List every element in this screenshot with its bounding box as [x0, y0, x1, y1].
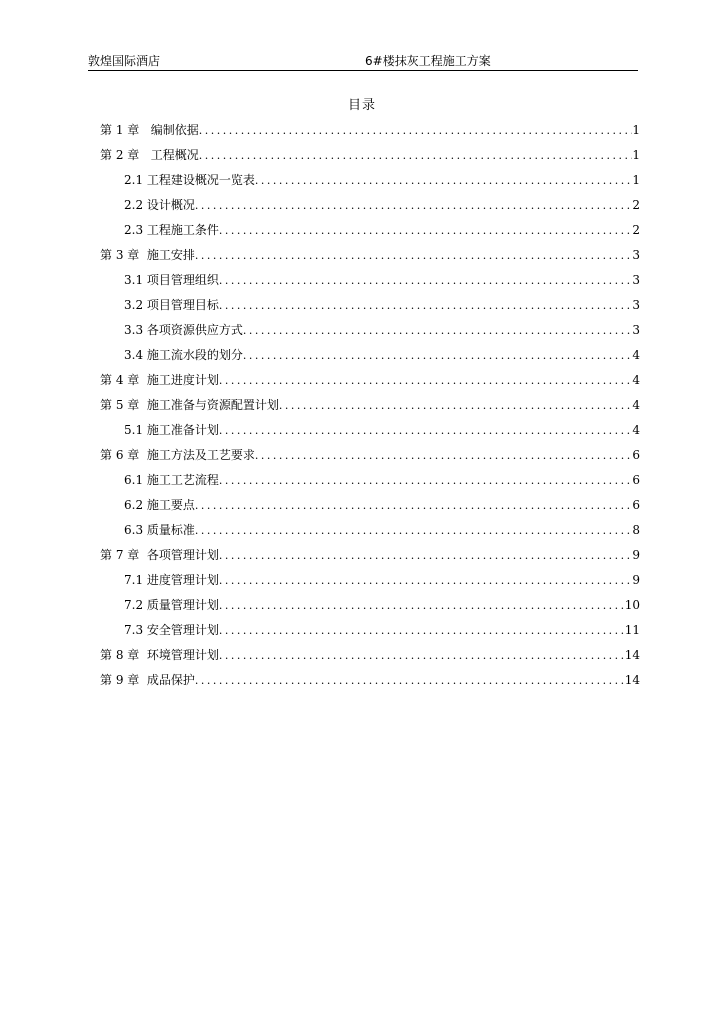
- table-of-contents: [100, 118, 640, 693]
- toc-entry-page-number: 3: [632, 323, 640, 337]
- toc-entry[interactable]: [100, 168, 640, 193]
- toc-dot-leader: [219, 218, 632, 243]
- toc-dot-leader: [195, 193, 632, 218]
- toc-entry-label: 第 8 章 环境管理计划: [100, 648, 219, 662]
- toc-entry-label: 2.2 设计概况: [124, 198, 195, 212]
- toc-entry-label: 7.2 质量管理计划: [124, 598, 219, 612]
- toc-entry-label: 6.2 施工要点: [124, 498, 195, 512]
- toc-entry-page-number: 3: [632, 248, 640, 262]
- toc-entry-page-number: 4: [632, 398, 640, 412]
- toc-dot-leader: [219, 568, 632, 593]
- toc-entry-page-number: 6: [632, 498, 640, 512]
- toc-dot-leader: [255, 168, 632, 193]
- toc-dot-leader: [219, 643, 625, 668]
- toc-entry[interactable]: [100, 343, 640, 368]
- toc-entry[interactable]: [100, 668, 640, 693]
- toc-dot-leader: [199, 143, 632, 168]
- toc-entry[interactable]: [100, 643, 640, 668]
- toc-entry[interactable]: [100, 143, 640, 168]
- toc-entry[interactable]: [100, 268, 640, 293]
- toc-entry-page-number: 6: [632, 473, 640, 487]
- toc-entry-page-number: 4: [632, 348, 640, 362]
- page-header: [88, 52, 638, 71]
- toc-entry[interactable]: [100, 243, 640, 268]
- toc-entry[interactable]: [100, 318, 640, 343]
- toc-dot-leader: [195, 493, 632, 518]
- toc-entry[interactable]: [100, 418, 640, 443]
- toc-entry-label: 第 7 章 各项管理计划: [100, 548, 219, 562]
- toc-entry[interactable]: [100, 593, 640, 618]
- toc-entry-label: 第 5 章 施工准备与资源配置计划: [100, 398, 279, 412]
- toc-entry-label: 3.2 项目管理目标: [124, 298, 219, 312]
- toc-entry[interactable]: [100, 493, 640, 518]
- toc-dot-leader: [219, 418, 632, 443]
- toc-entry-page-number: 9: [632, 573, 640, 587]
- toc-entry-page-number: 11: [624, 623, 640, 637]
- toc-dot-leader: [219, 293, 632, 318]
- toc-entry-page-number: 1: [632, 173, 640, 187]
- toc-dot-leader: [243, 318, 632, 343]
- toc-entry-label: 第 3 章 施工安排: [100, 248, 195, 262]
- toc-dot-leader: [199, 118, 632, 143]
- toc-entry[interactable]: [100, 468, 640, 493]
- toc-entry[interactable]: [100, 568, 640, 593]
- toc-entry-page-number: 4: [632, 423, 640, 437]
- toc-entry-label: 5.1 施工准备计划: [124, 423, 219, 437]
- toc-entry[interactable]: [100, 368, 640, 393]
- toc-dot-leader: [219, 593, 625, 618]
- toc-entry-label: 第 2 章 工程概况: [100, 148, 199, 162]
- toc-entry[interactable]: [100, 518, 640, 543]
- toc-entry-page-number: 1: [632, 123, 640, 137]
- toc-entry-page-number: 6: [632, 448, 640, 462]
- toc-entry-page-number: 1: [632, 148, 640, 162]
- toc-dot-leader: [243, 343, 632, 368]
- toc-entry[interactable]: [100, 443, 640, 468]
- toc-dot-leader: [219, 543, 632, 568]
- toc-entry-page-number: 4: [632, 373, 640, 387]
- toc-entry[interactable]: [100, 393, 640, 418]
- toc-entry-label: 2.1 工程建设概况一览表: [124, 173, 255, 187]
- toc-dot-leader: [195, 243, 632, 268]
- toc-entry[interactable]: [100, 293, 640, 318]
- toc-dot-leader: [195, 668, 625, 693]
- toc-entry-page-number: 14: [624, 673, 640, 687]
- toc-entry-label: 3.3 各项资源供应方式: [124, 323, 243, 337]
- toc-entry-label: 6.3 质量标准: [124, 523, 195, 537]
- toc-dot-leader: [219, 468, 632, 493]
- toc-entry[interactable]: [100, 218, 640, 243]
- toc-entry-page-number: 2: [632, 223, 640, 237]
- toc-entry-label: 2.3 工程施工条件: [124, 223, 219, 237]
- toc-dot-leader: [219, 268, 632, 293]
- toc-entry-label: 第 6 章 施工方法及工艺要求: [100, 448, 255, 462]
- toc-entry[interactable]: [100, 118, 640, 143]
- toc-entry-label: 第 4 章 施工进度计划: [100, 373, 219, 387]
- toc-entry-page-number: 10: [624, 598, 640, 612]
- toc-entry-label: 第 9 章 成品保护: [100, 673, 195, 687]
- toc-dot-leader: [219, 368, 632, 393]
- toc-entry-page-number: 3: [632, 298, 640, 312]
- toc-dot-leader: [279, 393, 632, 418]
- toc-entry-label: 3.1 项目管理组织: [124, 273, 219, 287]
- toc-entry[interactable]: [100, 543, 640, 568]
- toc-entry-label: 7.1 进度管理计划: [124, 573, 219, 587]
- toc-entry[interactable]: [100, 618, 640, 643]
- toc-entry-label: 第 1 章 编制依据: [100, 123, 199, 137]
- toc-entry-label: 3.4 施工流水段的划分: [124, 348, 243, 362]
- toc-entry-label: 6.1 施工工艺流程: [124, 473, 219, 487]
- toc-entry-label: 7.3 安全管理计划: [124, 623, 219, 637]
- toc-entry-page-number: 14: [624, 648, 640, 662]
- toc-entry-page-number: 2: [632, 198, 640, 212]
- toc-entry[interactable]: [100, 193, 640, 218]
- toc-dot-leader: [219, 618, 625, 643]
- toc-dot-leader: [255, 443, 632, 468]
- toc-title: 目录: [347, 98, 376, 113]
- toc-dot-leader: [195, 518, 632, 543]
- header-company-name: 敦煌国际酒店: [88, 54, 161, 68]
- toc-entry-page-number: 3: [632, 273, 640, 287]
- toc-entry-page-number: 8: [632, 523, 640, 537]
- toc-entry-page-number: 9: [632, 548, 640, 562]
- header-document-title: 6#楼抹灰工程施工方案: [365, 54, 491, 68]
